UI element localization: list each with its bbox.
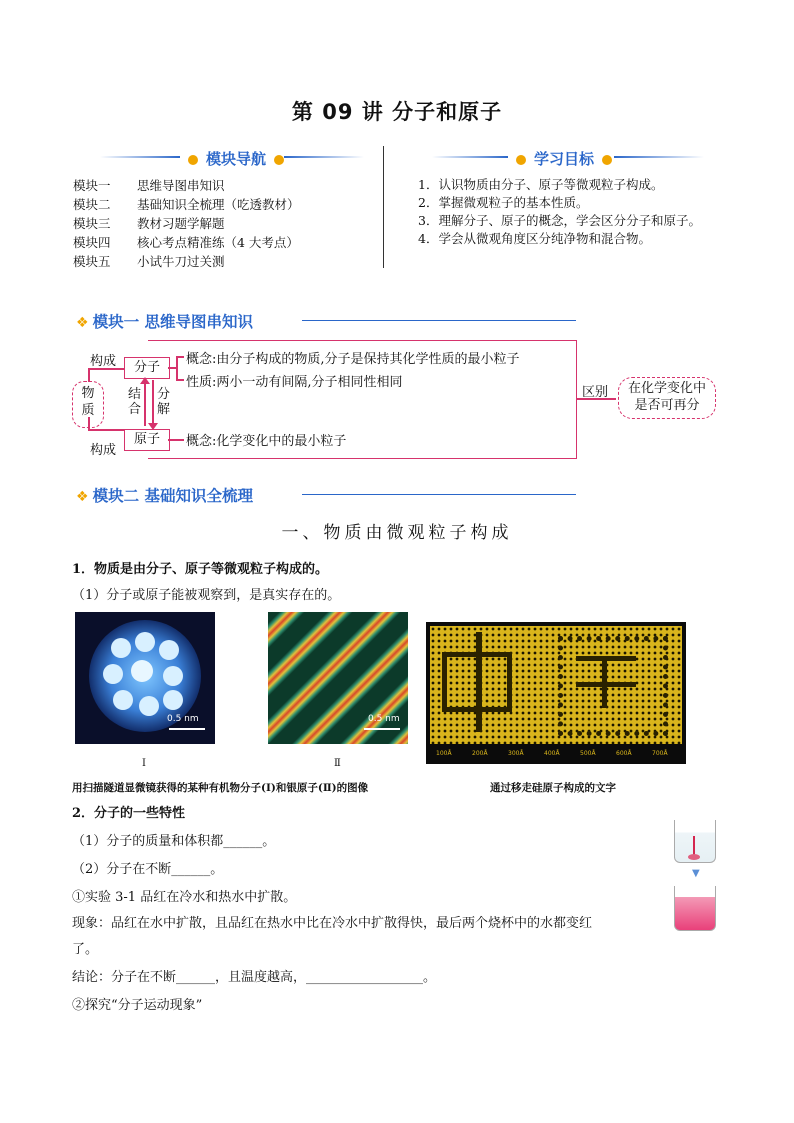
goals-header-line-right (614, 156, 704, 158)
arrow-down-icon: ▼ (692, 868, 700, 879)
image-silver-atoms (268, 612, 408, 744)
jiehe-label: 结 合 (128, 387, 142, 417)
goals-list (418, 176, 701, 248)
goal-item: 3．理解分子、原子的概念，学会区分分子和原子。 (418, 213, 701, 228)
nav-header-line-left (100, 156, 180, 158)
tick-label: 200Å (472, 750, 488, 757)
para-2-1: （1）分子的质量和体积都______。 (72, 834, 276, 849)
arrow-fenjie (152, 380, 154, 426)
mindmap (60, 335, 740, 465)
para-1-1: （1）分子或原子能被观察到，是真实存在的。 (72, 588, 341, 603)
module2-heading: ❖ 模块二 基础知识全梳理 (76, 487, 253, 505)
tick-label: 100Å (436, 750, 452, 757)
nav-item[interactable]: 模块四 核心考点精准练（4 大考点） (73, 235, 299, 250)
scale-bar (364, 728, 400, 730)
yuanzi-concept: 概念:化学变化中的最小粒子 (186, 434, 347, 449)
connector (168, 439, 184, 441)
scale-label: 0.5 nm (368, 714, 400, 724)
page-title: 第 09 讲 分子和原子 (291, 100, 503, 124)
image-silicon-text (426, 622, 686, 764)
nav-item[interactable]: 模块五 小试牛刀过关测 (73, 254, 225, 269)
yuanzi-node: 原子 (124, 429, 170, 451)
fenzi-node: 分子 (124, 357, 170, 379)
difference-node: 在化学变化中 是否可再分 (618, 377, 716, 419)
goals-header (412, 148, 722, 168)
para-2-2: （2）分子在不断______。 (72, 862, 224, 877)
nav-dot-icon (188, 155, 198, 165)
goals-header-line-left (432, 156, 508, 158)
fenzi-concept: 概念:由分子构成的物质,分子是保持其化学性质的最小粒子 (186, 352, 520, 367)
goal-item: 1．认识物质由分子、原子等微观粒子构成。 (418, 177, 664, 192)
nav-dot-icon (274, 155, 284, 165)
goals-dot-icon (516, 155, 526, 165)
column-divider (383, 146, 384, 268)
diamond-icon: ❖ (76, 489, 89, 505)
section-subtitle: 一、物质由微观粒子构成 (281, 523, 513, 543)
para-1: 1．物质是由分子、原子等微观粒子构成的。 (72, 562, 329, 577)
connector (176, 356, 178, 380)
goal-item: 4．学会从微观角度区分纯净物和混合物。 (418, 231, 651, 246)
phenomenon-line-2: 了。 (72, 942, 99, 957)
tick-label: 400Å (544, 750, 560, 757)
module2-rule (302, 494, 576, 495)
tick-label: 600Å (616, 750, 632, 757)
connector (88, 368, 90, 382)
connector (168, 367, 176, 369)
beaker-image-bottom (664, 882, 726, 936)
explore-line: ②探究“分子运动现象” (72, 998, 203, 1013)
goals-heading: 学习目标 (534, 150, 595, 168)
image-organic-molecule (75, 612, 215, 744)
nav-heading: 模块导航 (206, 150, 267, 168)
tick-label: 300Å (508, 750, 524, 757)
caption-left: 用扫描隧道显微镜获得的某种有机物分子(Ⅰ)和银原子(Ⅱ)的图像 (72, 782, 369, 794)
fenzi-property: 性质:两小一动有间隔,分子相同性相同 (186, 375, 403, 390)
module1-rule (302, 320, 576, 321)
nav-item[interactable]: 模块三 教材习题学解题 (73, 216, 225, 231)
connector (176, 379, 184, 381)
beaker-image-top (664, 816, 726, 866)
conclusion-line: 结论：分子在不断______，且温度越高，__________________。 (72, 970, 437, 985)
nav-header-line-right (284, 156, 364, 158)
connector (176, 356, 184, 358)
nav-header (72, 148, 372, 168)
nav-item[interactable]: 模块一 思维导图串知识 (73, 178, 225, 193)
arrow-up-icon (140, 377, 150, 384)
arrow-down-icon (148, 423, 158, 430)
scale-label: 0.5 nm (167, 714, 199, 724)
fenjie-label: 分 解 (157, 387, 171, 417)
goucheng-top-label: 构成 (90, 354, 117, 369)
goal-item: 2．掌握微观粒子的基本性质。 (418, 195, 589, 210)
phenomenon-line-1: 现象：品红在水中扩散，且品红在热水中比在冷水中扩散得快，最后两个烧杯中的水都变红 (72, 916, 593, 931)
image-label-i: Ⅰ (142, 758, 146, 769)
diamond-icon: ❖ (76, 315, 89, 331)
nav-item[interactable]: 模块二 基础知识全梳理（吃透教材） (73, 197, 300, 212)
goals-dot-icon (602, 155, 612, 165)
scale-bar (169, 728, 205, 730)
wuzhi-node: 物 质 (72, 381, 104, 428)
para-2: 2．分子的一些特性 (72, 806, 186, 821)
qubie-label: 区别 (582, 385, 609, 400)
goucheng-bottom-label: 构成 (90, 443, 117, 458)
module1-heading: ❖ 模块一 思维导图串知识 (76, 313, 253, 331)
tick-label: 500Å (580, 750, 596, 757)
experiment-line: ①实验 3-1 品红在冷水和热水中扩散。 (72, 890, 297, 905)
nav-list (73, 176, 300, 271)
arrow-jiehe (144, 380, 146, 426)
caption-right: 通过移走硅原子构成的文字 (490, 782, 616, 794)
tick-row (430, 748, 682, 762)
image-label-ii: Ⅱ (334, 758, 341, 769)
tick-label: 700Å (652, 750, 668, 757)
